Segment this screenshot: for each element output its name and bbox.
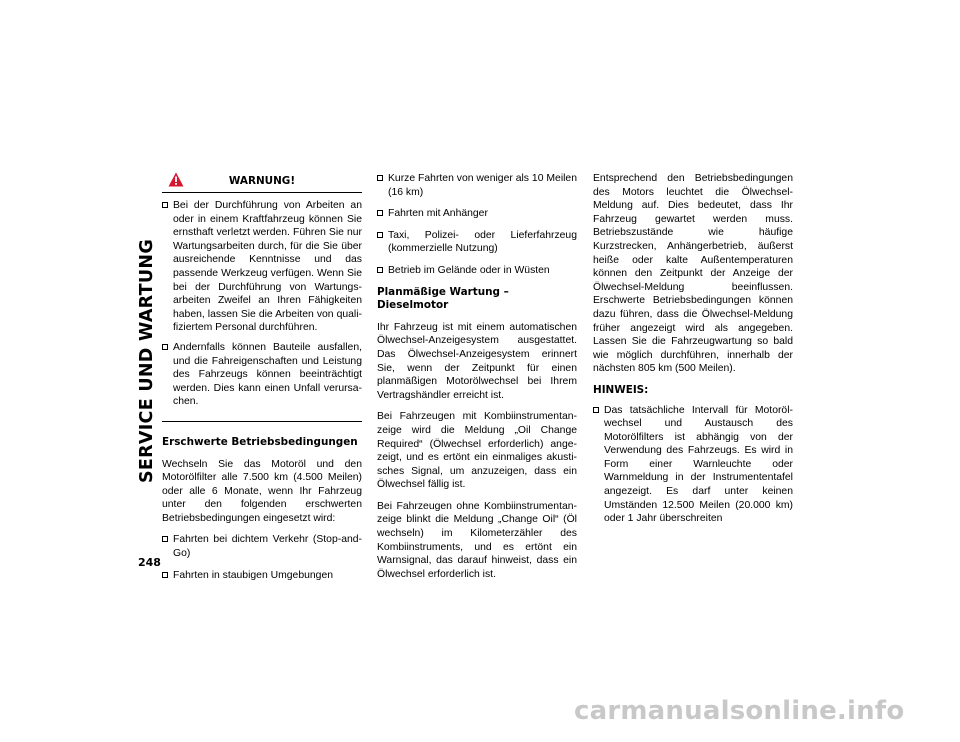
warning-item: Andernfalls können Bauteile ausfallen, und die Fahreigenschaften und Leistung des Fahrzeugs können beeinträchtigt werden. Dies kann einen Unfall verursachen. <box>162 341 362 409</box>
list-item: Betrieb im Gelände oder in Wüsten <box>377 264 577 278</box>
list-item: Kurze Fahrten von weniger als 10 Meilen (16 km) <box>377 172 577 199</box>
column-3 <box>593 172 793 534</box>
watermark: carmanualsonline.info <box>574 696 905 726</box>
condition-list-continued <box>377 172 577 278</box>
warning-title: WARNUNG! <box>228 175 296 187</box>
list-item: Das tatsächliche Intervall für Motorölwechsel und Austausch des Motorölfilters ist abhängig von der Verwendung des Fahrzeugs. Es wird in Form einer Warnleuchte oder Warnmeldung in der Instrumententafel angezeigt. Es darf unter keinen Umständen 12.500 Meilen (20.000 km) oder 1 Jahr überschreiten <box>593 404 793 526</box>
body-paragraph: Bei Fahrzeugen ohne Kombiinstrumentanzeige blinkt die Meldung „Change Oil“ (Öl wechseln) im Kilometerzähler des Kombiinstruments, und es ertönt ein Warnsignal, das darauf hinweist, dass ein Ölwechsel erforderlich ist. <box>377 500 577 580</box>
column-2 <box>377 172 577 589</box>
list-item: Fahrten mit Anhänger <box>377 207 577 221</box>
warning-header <box>162 172 362 193</box>
column-1 <box>162 172 362 590</box>
warning-list <box>162 199 362 409</box>
body-paragraph: Entsprechend den Betriebsbedingungen des Motors leuchtet die Ölwechsel-Meldung auf. Dies bedeutet, dass Ihr Fahrzeug gewartet werden muss. Betriebszustände wie häufige Kurzstrecken, Anhängerbetrieb, äußerst heiße oder kalte Außentemperaturen können den Zeitpunkt der Anzeige der Ölwechsel-Meldung beeinflussen. Erschwerte Betriebsbedingungen können dazu führen, dass die Ölwechsel-Meldung früher angezeigt wird als angegeben. Lassen Sie die Fahrzeugwartung so bald wie möglich durchführen, innerhalb der nächsten 805 km (500 Meilen). <box>593 173 793 375</box>
list-item: Fahrten in staubigen Umgebungen <box>162 569 362 583</box>
section-heading: Planmäßige Wartung – Dieselmotor <box>377 285 509 312</box>
section-tab-label: SERVICE UND WARTUNG <box>137 238 157 484</box>
page-number: 248 <box>138 556 161 569</box>
section-heading: Erschwerte Betriebsbedingungen <box>162 435 358 448</box>
warning-box <box>162 172 362 422</box>
warning-item: Bei der Durchführung von Arbeiten an oder in einem Kraftfahrzeug können Sie ernsthaft verletzt werden. Führen Sie nur Wartungsarbeiten durch, für die Sie über ausreichende Kenntnisse und das passende Werkzeug verfügen. Wenn Sie bei der Durchführung von Wartungsarbeiten Zweifel an Ihren Fähigkeiten haben, lassen Sie die Arbeiten von qualifiziertem Personal durchführen. <box>162 199 362 335</box>
body-paragraph: Wechseln Sie das Motoröl und den Motorölfilter alle 7.500 km (4.500 Meilen) oder alle 6 Monate, wenn Ihr Fahrzeug unter den folgenden erschwerten Betriebsbedingungen eingesetzt wird: <box>162 458 362 524</box>
body-paragraph: Bei Fahrzeugen mit Kombiinstrumentanzeige wird die Meldung „Oil Change Required“ (Ölwechsel erforderlich) angezeigt, und es ertönt ein einmaliges akustisches Signal, um anzuzeigen, dass ein Ölwechsel fällig ist. <box>377 411 577 491</box>
section-tab <box>137 172 157 550</box>
condition-list <box>162 533 362 582</box>
note-label: HINWEIS: <box>593 383 649 396</box>
body-paragraph: Ihr Fahrzeug ist mit einem automatischen Ölwechsel-Anzeigesystem ausgestattet. Das Ölwechsel-Anzeigesystem erinnert Sie, wenn der Zeitpunkt für einen planmäßigen Motorölwechsel bei Ihrem Vertragshändler erreicht ist. <box>377 321 577 401</box>
list-item: Fahrten bei dichtem Verkehr (Stop-and-Go) <box>162 533 362 560</box>
list-item: Taxi, Polizei- oder Lieferfahrzeug (kommerzielle Nutzung) <box>377 229 577 256</box>
note-list <box>593 404 793 526</box>
